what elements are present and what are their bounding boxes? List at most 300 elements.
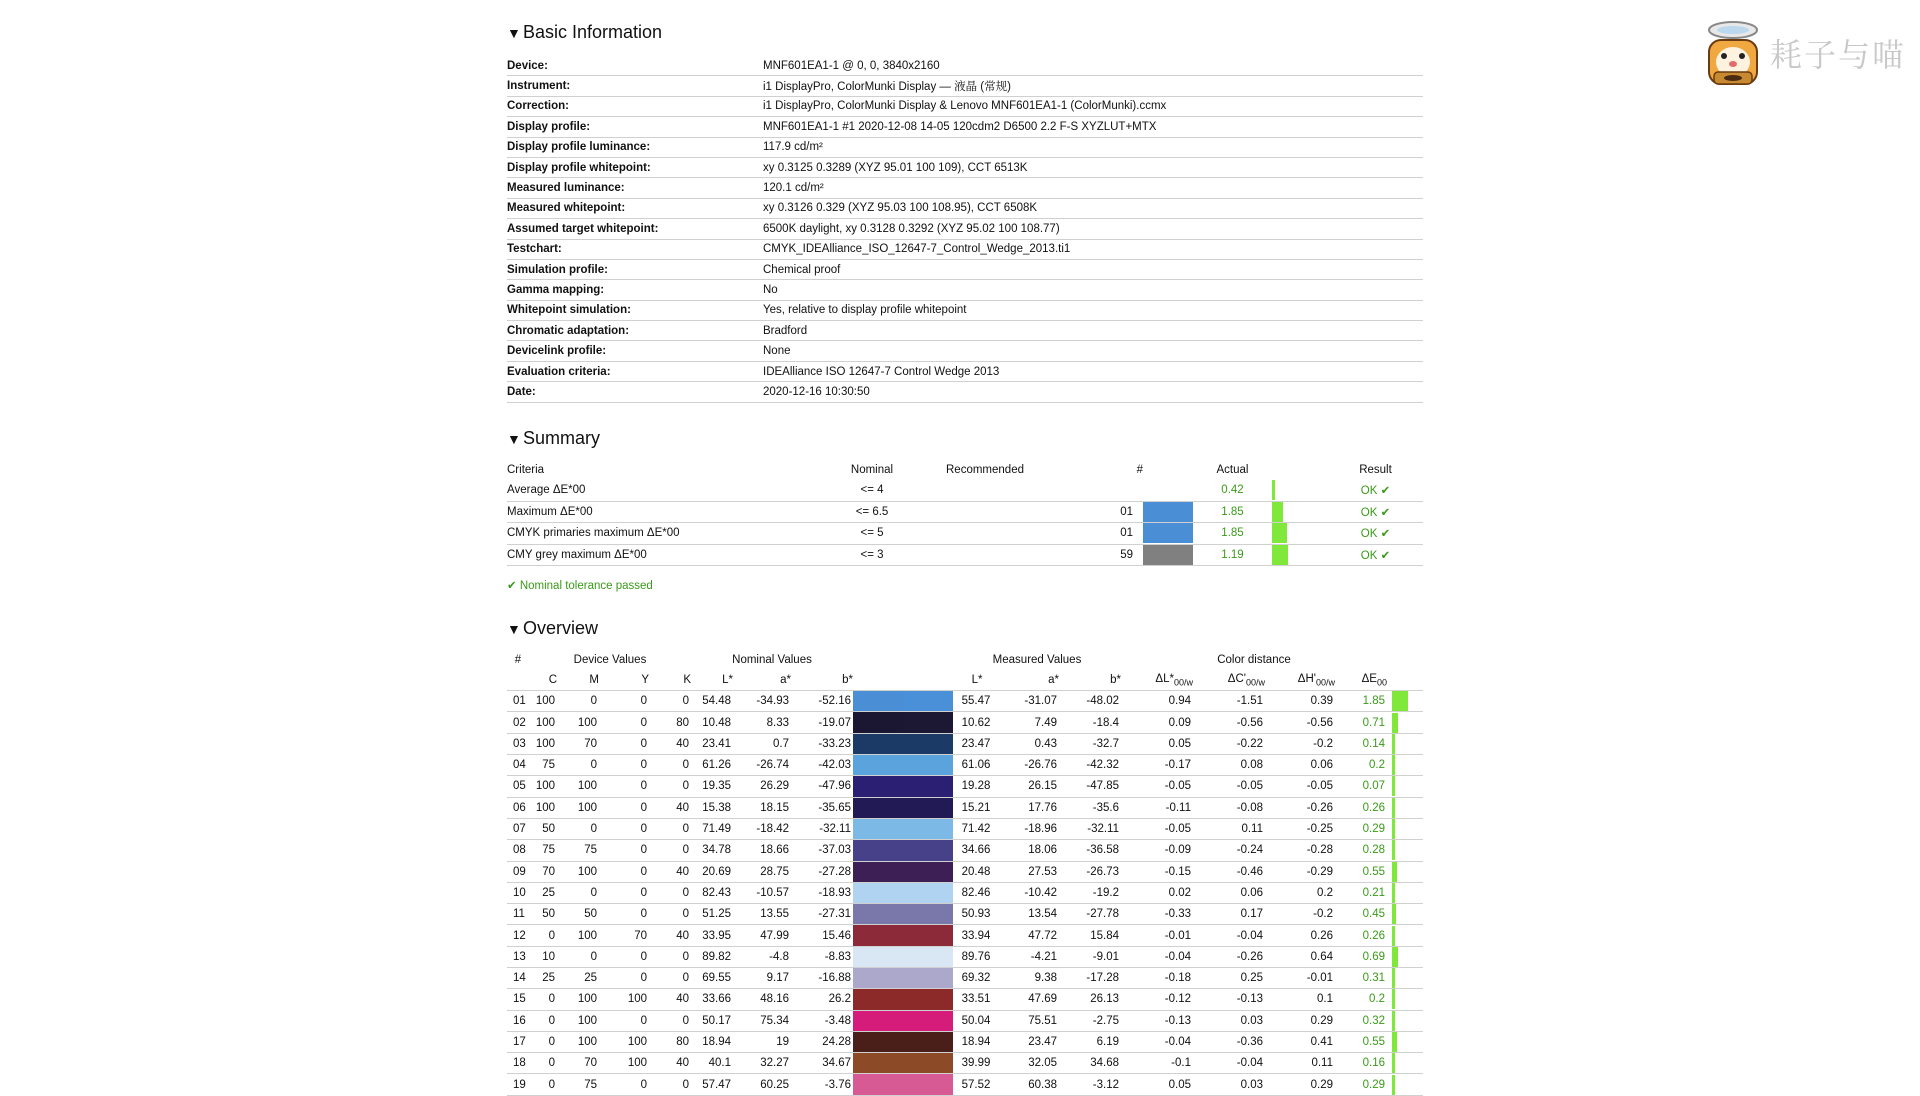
- overview-patch-num: 16: [507, 1010, 529, 1031]
- overview-delta-bar: [1392, 798, 1395, 818]
- overview-nominal-b: 15.46: [791, 925, 853, 946]
- info-row: [507, 321, 1423, 341]
- summary-recommended: [917, 501, 1053, 523]
- overview-nominal-l: 40.1: [691, 1053, 733, 1074]
- overview-delta-l: -0.1: [1121, 1053, 1193, 1074]
- overview-row: [507, 1010, 1423, 1031]
- overview-delta-e: 0.45: [1335, 904, 1387, 925]
- overview-row: [507, 776, 1423, 797]
- summary-nominal: <= 3: [827, 544, 917, 566]
- overview-measured-b: 34.68: [1059, 1053, 1121, 1074]
- overview-measured-a: 23.47: [1001, 1031, 1059, 1052]
- overview-device-y: 0: [599, 861, 649, 882]
- overview-nominal-b: -37.03: [791, 840, 853, 861]
- overview-delta-h: -0.01: [1265, 968, 1335, 989]
- overview-nominal-b: 34.67: [791, 1053, 853, 1074]
- overview-nominal-b: -27.31: [791, 904, 853, 925]
- overview-hdr-measured-b: b*: [1059, 670, 1121, 691]
- overview-measured-l: 89.76: [953, 946, 1001, 967]
- overview-measured-swatch: [903, 904, 953, 925]
- info-row: [507, 178, 1423, 198]
- summary-criteria: Maximum ΔE*00: [507, 501, 827, 523]
- collapse-triangle-icon[interactable]: ▼: [507, 621, 521, 638]
- overview-row: [507, 797, 1423, 818]
- overview-delta-l: -0.01: [1121, 925, 1193, 946]
- info-row: [507, 280, 1423, 300]
- overview-measured-l: 50.04: [953, 1010, 1001, 1031]
- overview-hdr-delta-c: $\Delta C'_{00/w}$: [1193, 670, 1265, 691]
- overview-measured-swatch: [903, 861, 953, 882]
- overview-device-k: 40: [649, 1053, 691, 1074]
- info-value: xy 0.3125 0.3289 (XYZ 95.01 100 109), CCT 6513K: [763, 157, 1423, 177]
- overview-delta-c: -0.56: [1193, 712, 1265, 733]
- overview-measured-a: -26.76: [1001, 755, 1059, 776]
- overview-nominal-a: 0.7: [733, 733, 791, 754]
- overview-measured-b: 15.84: [1059, 925, 1121, 946]
- overview-nominal-a: -4.8: [733, 946, 791, 967]
- overview-delta-bar: [1392, 819, 1395, 839]
- overview-nominal-b: 26.2: [791, 989, 853, 1010]
- overview-delta-l: -0.05: [1121, 776, 1193, 797]
- summary-col-result: Result: [1359, 463, 1392, 476]
- summary-bar-cell: [1272, 544, 1288, 566]
- overview-device-c: 50: [529, 818, 557, 839]
- info-row: [507, 117, 1423, 137]
- overview-nominal-a: -34.93: [733, 691, 791, 712]
- overview-bar-cell: [1387, 733, 1423, 754]
- overview-nominal-a: 18.66: [733, 840, 791, 861]
- overview-device-m: 100: [557, 925, 599, 946]
- overview-nominal-swatch: [853, 1010, 903, 1031]
- overview-hdr-bar: [1387, 670, 1423, 691]
- overview-nominal-a: 48.16: [733, 989, 791, 1010]
- overview-measured-l: 23.47: [953, 733, 1001, 754]
- overview-device-k: 0: [649, 755, 691, 776]
- overview-patch-num: 11: [507, 904, 529, 925]
- overview-nominal-swatch: [853, 1053, 903, 1074]
- overview-delta-e: 0.31: [1335, 968, 1387, 989]
- overview-delta-bar: [1392, 947, 1398, 967]
- overview-hdr-measured-l: L*: [953, 670, 1001, 691]
- overview-device-m: 0: [557, 946, 599, 967]
- overview-delta-e: 0.71: [1335, 712, 1387, 733]
- info-value: MNF601EA1-1 #1 2020-12-08 14-05 120cdm2 D6500 2.2 F-S XYZLUT+MTX: [763, 117, 1423, 137]
- overview-measured-a: -10.42: [1001, 882, 1059, 903]
- overview-measured-a: 7.49: [1001, 712, 1059, 733]
- overview-nominal-b: 24.28: [791, 1031, 853, 1052]
- overview-device-m: 100: [557, 1031, 599, 1052]
- overview-delta-e: 0.32: [1335, 1010, 1387, 1031]
- overview-nominal-b: -3.76: [791, 1074, 853, 1095]
- collapse-triangle-icon[interactable]: ▼: [507, 25, 521, 41]
- overview-measured-swatch: [903, 818, 953, 839]
- overview-delta-c: 0.03: [1193, 1074, 1265, 1095]
- overview-nominal-b: -19.07: [791, 712, 853, 733]
- overview-bar-cell: [1387, 818, 1423, 839]
- overview-patch-num: 08: [507, 840, 529, 861]
- overview-delta-l: -0.11: [1121, 797, 1193, 818]
- summary-actual: 1.19: [1193, 544, 1272, 566]
- basic-info-heading[interactable]: ▼ Basic Information: [507, 20, 1423, 44]
- info-row: [507, 198, 1423, 218]
- info-value: xy 0.3126 0.329 (XYZ 95.03 100 108.95), CCT 6508K: [763, 198, 1423, 218]
- info-key: Measured luminance:: [507, 178, 763, 198]
- overview-device-y: 0: [599, 840, 649, 861]
- overview-nominal-swatch: [853, 776, 903, 797]
- overview-measured-b: -32.11: [1059, 818, 1121, 839]
- info-key: Instrument:: [507, 76, 763, 96]
- overview-row: [507, 1074, 1423, 1095]
- overview-measured-swatch: [903, 882, 953, 903]
- overview-row: [507, 691, 1423, 712]
- overview-row: [507, 925, 1423, 946]
- overview-patch-num: 07: [507, 818, 529, 839]
- overview-measured-b: -27.78: [1059, 904, 1121, 925]
- overview-delta-c: -0.26: [1193, 946, 1265, 967]
- summary-actual: 0.42: [1193, 480, 1272, 501]
- overview-device-c: 0: [529, 1053, 557, 1074]
- summary-col-nominal: Nominal: [850, 463, 894, 476]
- overview-measured-b: -35.6: [1059, 797, 1121, 818]
- overview-measured-l: 82.46: [953, 882, 1001, 903]
- overview-row: [507, 861, 1423, 882]
- overview-device-c: 25: [529, 882, 557, 903]
- info-row: [507, 300, 1423, 320]
- overview-delta-h: 0.1: [1265, 989, 1335, 1010]
- overview-device-y: 100: [599, 1053, 649, 1074]
- summary-bar-cell: [1272, 523, 1288, 545]
- info-key: Date:: [507, 382, 763, 402]
- overview-nominal-a: 18.15: [733, 797, 791, 818]
- overview-delta-bar: [1392, 691, 1408, 711]
- overview-measured-swatch: [903, 776, 953, 797]
- overview-patch-num: 10: [507, 882, 529, 903]
- overview-delta-l: -0.05: [1121, 818, 1193, 839]
- overview-device-k: 0: [649, 1010, 691, 1031]
- overview-delta-bar: [1392, 713, 1398, 733]
- overview-row: [507, 989, 1423, 1010]
- overview-nominal-l: 82.43: [691, 882, 733, 903]
- summary-col-recommended: Recommended: [946, 463, 1024, 476]
- overview-row: [507, 882, 1423, 903]
- overview-nominal-a: 13.55: [733, 904, 791, 925]
- overview-measured-b: -2.75: [1059, 1010, 1121, 1031]
- overview-delta-l: -0.18: [1121, 968, 1193, 989]
- overview-hdr-delta-l: $\Delta L*_{00/w}$: [1121, 670, 1193, 691]
- summary-patch-num: [1053, 480, 1143, 501]
- overview-measured-l: 33.51: [953, 989, 1001, 1010]
- info-key: Measured whitepoint:: [507, 198, 763, 218]
- overview-measured-b: -32.7: [1059, 733, 1121, 754]
- overview-bar-cell: [1387, 882, 1423, 903]
- overview-delta-e: 0.26: [1335, 925, 1387, 946]
- overview-device-c: 70: [529, 861, 557, 882]
- overview-hdr-nominal-b: b*: [791, 670, 853, 691]
- overview-delta-l: -0.04: [1121, 946, 1193, 967]
- overview-delta-h: -0.2: [1265, 733, 1335, 754]
- summary-delta-bar: [1272, 545, 1288, 565]
- overview-delta-c: 0.06: [1193, 882, 1265, 903]
- overview-nominal-l: 10.48: [691, 712, 733, 733]
- info-key: Whitepoint simulation:: [507, 300, 763, 320]
- overview-hdr-measured-a: a*: [1001, 670, 1059, 691]
- overview-bar-cell: [1387, 1010, 1423, 1031]
- overview-measured-l: 55.47: [953, 691, 1001, 712]
- overview-nominal-b: -27.28: [791, 861, 853, 882]
- overview-delta-l: -0.09: [1121, 840, 1193, 861]
- overview-delta-e: 0.2: [1335, 989, 1387, 1010]
- info-row: [507, 137, 1423, 157]
- overview-device-m: 70: [557, 1053, 599, 1074]
- overview-delta-c: 0.25: [1193, 968, 1265, 989]
- overview-nominal-b: -8.83: [791, 946, 853, 967]
- overview-measured-b: -36.58: [1059, 840, 1121, 861]
- overview-device-k: 0: [649, 882, 691, 903]
- info-value: 120.1 cd/m²: [763, 178, 1423, 198]
- overview-heading[interactable]: ▼ Overview: [507, 616, 1423, 640]
- overview-device-y: 100: [599, 989, 649, 1010]
- summary-result: OK ✔: [1288, 480, 1423, 501]
- overview-delta-h: 0.26: [1265, 925, 1335, 946]
- info-key: Testchart:: [507, 239, 763, 259]
- summary-col-num: #: [1136, 463, 1143, 476]
- overview-device-k: 80: [649, 1031, 691, 1052]
- overview-measured-swatch: [903, 989, 953, 1010]
- overview-delta-l: -0.33: [1121, 904, 1193, 925]
- overview-delta-h: 0.06: [1265, 755, 1335, 776]
- overview-hdr-delta-e: $\Delta E_{00}$: [1335, 670, 1387, 691]
- overview-delta-e: 0.07: [1335, 776, 1387, 797]
- overview-patch-num: 13: [507, 946, 529, 967]
- overview-patch-num: 12: [507, 925, 529, 946]
- overview-nominal-swatch: [853, 989, 903, 1010]
- overview-row: [507, 1053, 1423, 1074]
- overview-device-y: 0: [599, 733, 649, 754]
- overview-group-measured: Measured Values: [992, 654, 1082, 667]
- overview-nominal-b: -32.11: [791, 818, 853, 839]
- overview-nominal-swatch: [853, 925, 903, 946]
- overview-device-y: 0: [599, 882, 649, 903]
- overview-patch-num: 02: [507, 712, 529, 733]
- overview-nominal-l: 18.94: [691, 1031, 733, 1052]
- overview-delta-bar: [1392, 926, 1395, 946]
- overview-device-c: 25: [529, 968, 557, 989]
- overview-device-k: 40: [649, 733, 691, 754]
- overview-measured-swatch: [903, 925, 953, 946]
- logo-text: 耗子与喵: [1770, 36, 1907, 74]
- overview-device-c: 0: [529, 1010, 557, 1031]
- overview-nominal-l: 57.47: [691, 1074, 733, 1095]
- info-row: [507, 341, 1423, 361]
- overview-device-y: 0: [599, 946, 649, 967]
- overview-delta-h: -0.29: [1265, 861, 1335, 882]
- overview-group-distance: Color distance: [1217, 654, 1291, 667]
- overview-nominal-swatch: [853, 818, 903, 839]
- overview-nominal-swatch: [853, 1031, 903, 1052]
- overview-row: [507, 733, 1423, 754]
- summary-bar-cell: [1272, 501, 1288, 523]
- overview-nominal-l: 89.82: [691, 946, 733, 967]
- overview-bar-cell: [1387, 776, 1423, 797]
- overview-delta-bar: [1392, 734, 1395, 754]
- overview-measured-l: 69.32: [953, 968, 1001, 989]
- overview-nominal-a: 75.34: [733, 1010, 791, 1031]
- overview-delta-l: -0.13: [1121, 1010, 1193, 1031]
- overview-delta-h: 0.29: [1265, 1074, 1335, 1095]
- overview-delta-c: -0.24: [1193, 840, 1265, 861]
- overview-bar-cell: [1387, 1031, 1423, 1052]
- info-row: [507, 96, 1423, 116]
- overview-nominal-swatch: [853, 755, 903, 776]
- info-row: [507, 157, 1423, 177]
- info-row: [507, 361, 1423, 381]
- summary-color-swatch: [1143, 545, 1193, 565]
- overview-hdr-nominal-l: L*: [691, 670, 733, 691]
- info-row: [507, 76, 1423, 96]
- overview-delta-c: -0.08: [1193, 797, 1265, 818]
- overview-measured-l: 50.93: [953, 904, 1001, 925]
- overview-delta-bar: [1392, 755, 1395, 775]
- overview-delta-h: 0.41: [1265, 1031, 1335, 1052]
- overview-device-m: 100: [557, 712, 599, 733]
- info-row: [507, 239, 1423, 259]
- overview-measured-a: -4.21: [1001, 946, 1059, 967]
- overview-device-k: 80: [649, 712, 691, 733]
- overview-delta-h: 0.11: [1265, 1053, 1335, 1074]
- overview-nominal-l: 71.49: [691, 818, 733, 839]
- overview-device-y: 0: [599, 1010, 649, 1031]
- overview-group-nominal: Nominal Values: [732, 654, 812, 667]
- info-key: Display profile whitepoint:: [507, 157, 763, 177]
- overview-measured-l: 20.48: [953, 861, 1001, 882]
- overview-nominal-swatch: [853, 840, 903, 861]
- overview-delta-e: 0.69: [1335, 946, 1387, 967]
- overview-device-m: 0: [557, 755, 599, 776]
- overview-delta-l: 0.94: [1121, 691, 1193, 712]
- overview-measured-a: 47.69: [1001, 989, 1059, 1010]
- summary-recommended: [917, 480, 1053, 501]
- overview-bar-cell: [1387, 904, 1423, 925]
- overview-bar-cell: [1387, 797, 1423, 818]
- overview-measured-a: 26.15: [1001, 776, 1059, 797]
- overview-nominal-a: 9.17: [733, 968, 791, 989]
- overview-device-m: 100: [557, 797, 599, 818]
- overview-device-c: 75: [529, 840, 557, 861]
- basic-info-table: [507, 56, 1423, 403]
- overview-hdr-y: Y: [599, 670, 649, 691]
- summary-color-swatch: [1143, 502, 1193, 522]
- hamster-mascot-icon: [1702, 16, 1764, 90]
- summary-criteria: CMYK primaries maximum ΔE*00: [507, 523, 827, 545]
- info-value: Yes, relative to display profile whitepoint: [763, 300, 1423, 320]
- overview-delta-h: 0.64: [1265, 946, 1335, 967]
- overview-delta-bar: [1392, 840, 1395, 860]
- overview-delta-c: 0.17: [1193, 904, 1265, 925]
- overview-delta-h: -0.25: [1265, 818, 1335, 839]
- overview-patch-num: 14: [507, 968, 529, 989]
- overview-nominal-l: 19.35: [691, 776, 733, 797]
- info-key: Gamma mapping:: [507, 280, 763, 300]
- summary-heading[interactable]: ▼ Summary: [507, 426, 1423, 450]
- overview-delta-bar: [1392, 968, 1395, 988]
- overview-nominal-b: -3.48: [791, 1010, 853, 1031]
- summary-table: [507, 460, 1423, 567]
- overview-measured-l: 34.66: [953, 840, 1001, 861]
- summary-col-swatch: [1143, 460, 1193, 481]
- overview-device-k: 0: [649, 1074, 691, 1095]
- overview-delta-l: 0.02: [1121, 882, 1193, 903]
- overview-measured-swatch: [903, 1010, 953, 1031]
- info-value: 117.9 cd/m²: [763, 137, 1423, 157]
- overview-nominal-swatch: [853, 904, 903, 925]
- overview-patch-num: 17: [507, 1031, 529, 1052]
- overview-nominal-a: -18.42: [733, 818, 791, 839]
- overview-patch-num: 03: [507, 733, 529, 754]
- overview-row: [507, 904, 1423, 925]
- overview-nominal-swatch: [853, 1074, 903, 1095]
- overview-device-m: 100: [557, 861, 599, 882]
- info-key: Display profile luminance:: [507, 137, 763, 157]
- summary-col-actual: Actual: [1216, 463, 1249, 476]
- info-value: CMYK_IDEAlliance_ISO_12647-7_Control_Wedge_2013.ti1: [763, 239, 1423, 259]
- overview-delta-bar: [1392, 1011, 1395, 1031]
- overview-delta-bar: [1392, 883, 1395, 903]
- overview-row: [507, 946, 1423, 967]
- overview-measured-l: 10.62: [953, 712, 1001, 733]
- report: [507, 20, 1423, 1096]
- overview-nominal-swatch: [853, 797, 903, 818]
- collapse-triangle-icon[interactable]: ▼: [507, 430, 521, 447]
- overview-measured-a: 17.76: [1001, 797, 1059, 818]
- overview-nominal-swatch: [853, 882, 903, 903]
- overview-measured-b: -3.12: [1059, 1074, 1121, 1095]
- overview-measured-a: 0.43: [1001, 733, 1059, 754]
- summary-patch-num: 59: [1053, 544, 1143, 566]
- overview-nominal-b: -16.88: [791, 968, 853, 989]
- overview-bar-cell: [1387, 946, 1423, 967]
- overview-delta-h: -0.56: [1265, 712, 1335, 733]
- overview-delta-h: -0.28: [1265, 840, 1335, 861]
- info-value: i1 DisplayPro, ColorMunki Display & Lenovo MNF601EA1-1 (ColorMunki).ccmx: [763, 96, 1423, 116]
- overview-device-m: 0: [557, 882, 599, 903]
- overview-delta-bar: [1392, 862, 1397, 882]
- overview-nominal-l: 34.78: [691, 840, 733, 861]
- overview-bar-cell: [1387, 712, 1423, 733]
- overview-nominal-swatch: [853, 691, 903, 712]
- overview-row: [507, 1031, 1423, 1052]
- overview-bar-cell: [1387, 968, 1423, 989]
- overview-device-c: 100: [529, 733, 557, 754]
- overview-device-y: 70: [599, 925, 649, 946]
- overview-hdr-swatches: [853, 670, 953, 691]
- overview-nominal-l: 69.55: [691, 968, 733, 989]
- overview-delta-e: 0.2: [1335, 755, 1387, 776]
- overview-delta-e: 0.55: [1335, 861, 1387, 882]
- info-key: Display profile:: [507, 117, 763, 137]
- overview-device-m: 0: [557, 691, 599, 712]
- summary-nominal: <= 5: [827, 523, 917, 545]
- info-row: [507, 219, 1423, 239]
- overview-measured-l: 71.42: [953, 818, 1001, 839]
- overview-measured-b: -48.02: [1059, 691, 1121, 712]
- overview-nominal-l: 33.95: [691, 925, 733, 946]
- overview-measured-a: 75.51: [1001, 1010, 1059, 1031]
- summary-delta-bar: [1272, 502, 1283, 522]
- overview-patch-num: 19: [507, 1074, 529, 1095]
- overview-nominal-l: 50.17: [691, 1010, 733, 1031]
- overview-measured-l: 57.52: [953, 1074, 1001, 1095]
- summary-color-swatch: [1143, 523, 1193, 543]
